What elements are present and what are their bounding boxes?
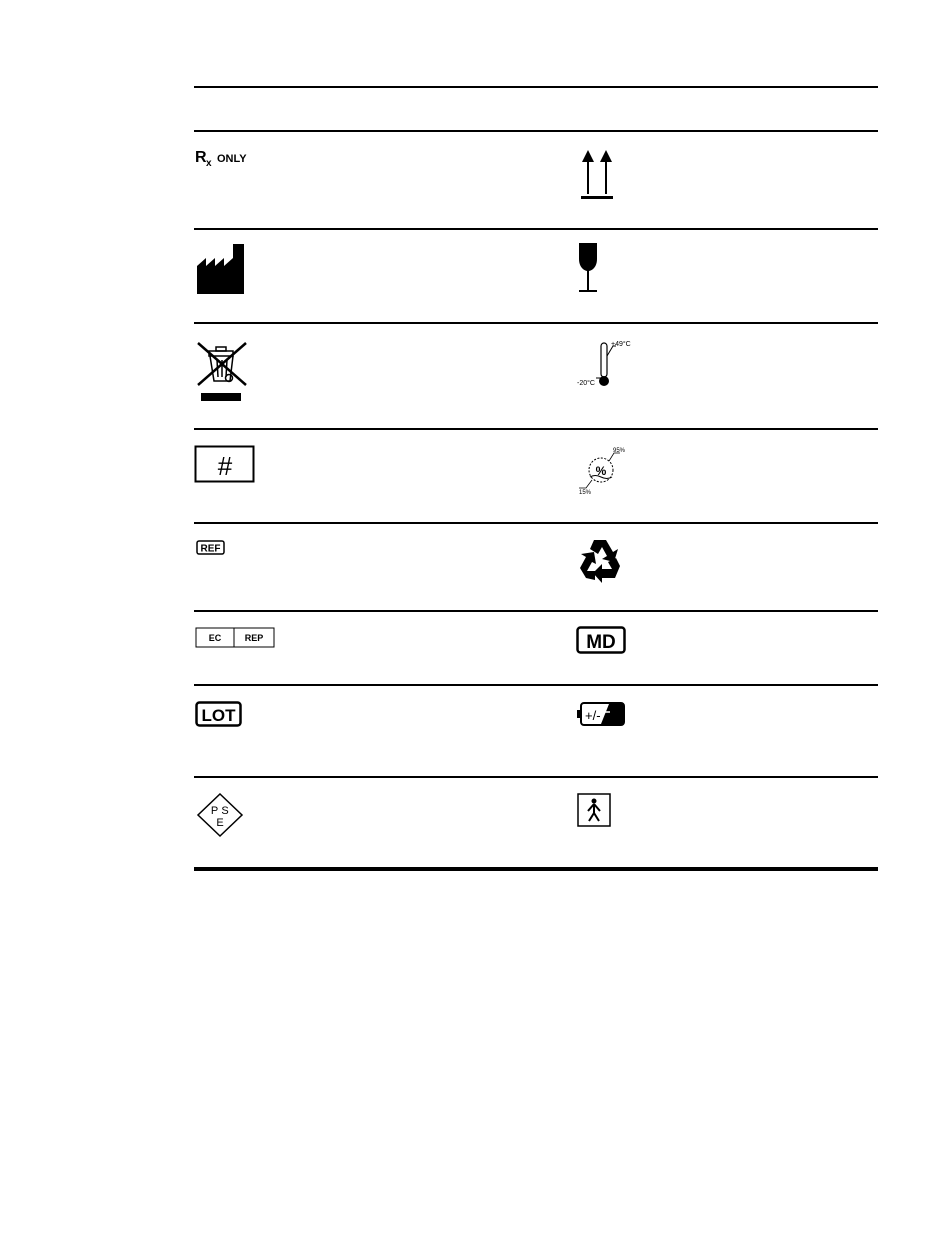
ref-label: REF <box>200 543 221 555</box>
recycle-icon <box>576 536 626 586</box>
ec-label: EC <box>208 633 222 643</box>
rep-label: REP <box>244 633 264 643</box>
humidity-limit-icon <box>576 443 632 497</box>
header-rule <box>194 130 878 132</box>
md-label: MD <box>586 632 616 653</box>
fragile-icon <box>576 243 600 295</box>
temperature-limit-icon <box>576 338 634 390</box>
row-rule <box>194 684 878 686</box>
lot-label: LOT <box>201 706 236 725</box>
row-rule <box>194 522 878 524</box>
weee-crossed-bin-icon <box>195 339 249 405</box>
table-top-rule <box>194 86 878 88</box>
model-number-icon <box>194 445 256 485</box>
row-rule <box>194 428 878 430</box>
temp-lower-label: -20°C <box>577 380 595 387</box>
lot-number-icon <box>195 701 245 729</box>
model-number-glyph: # <box>217 451 233 481</box>
humidity-center-glyph: % <box>595 464 607 478</box>
rx-x-glyph: x <box>206 158 212 169</box>
pse-p: P <box>210 805 219 817</box>
temp-upper-label: +49°C <box>611 341 631 348</box>
rx-only-text: ONLY <box>217 153 247 165</box>
rx-only-symbol <box>195 147 255 169</box>
type-bf-applied-part-icon <box>577 793 613 829</box>
ec-rep-icon <box>195 627 277 649</box>
row-rule <box>194 228 878 230</box>
row-rule <box>194 776 878 778</box>
catalogue-number-icon <box>196 540 228 556</box>
manufacturer-icon <box>197 244 245 296</box>
medical-device-icon <box>576 626 628 656</box>
table-bottom-rule <box>194 867 878 871</box>
row-rule <box>194 610 878 612</box>
battery-plus-minus: +/- <box>585 708 601 723</box>
pse-mark-icon <box>196 793 244 839</box>
pse-s: S <box>221 805 229 817</box>
this-way-up-icon <box>578 150 618 202</box>
humidity-upper-label: 95% <box>613 448 626 454</box>
pse-e: E <box>216 817 224 829</box>
humidity-lower-label: 15% <box>579 490 592 496</box>
row-rule <box>194 322 878 324</box>
battery-icon <box>576 701 628 729</box>
rx-r-glyph: R <box>195 149 207 166</box>
